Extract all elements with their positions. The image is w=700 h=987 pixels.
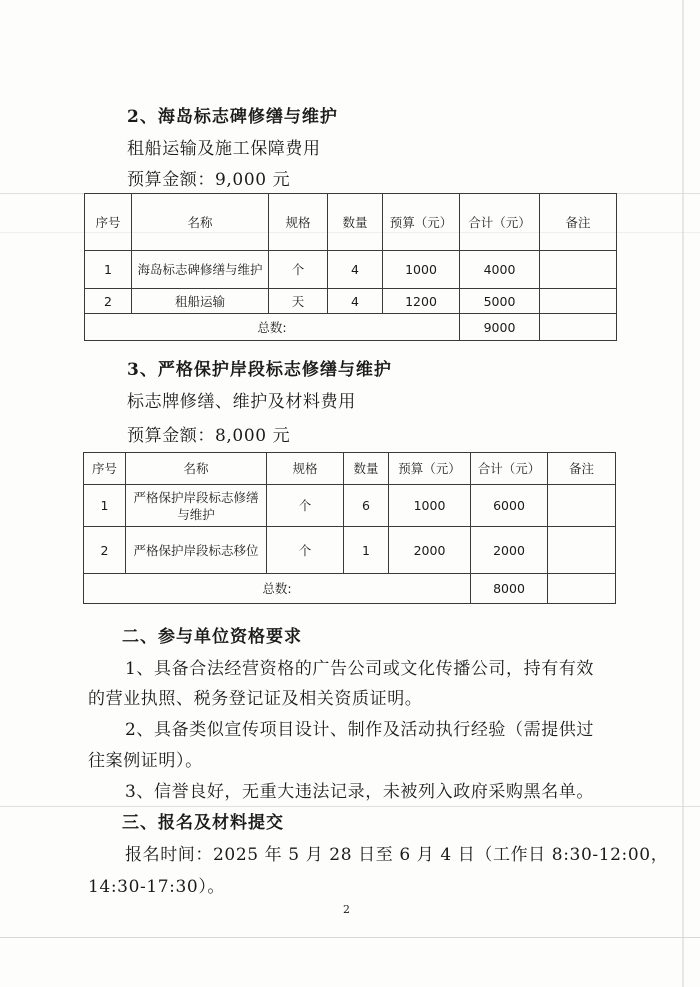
- table-cell: 6: [344, 485, 389, 527]
- column-header: 合计（元）: [471, 453, 548, 485]
- part-heading-registration: 三、报名及材料提交: [122, 813, 284, 833]
- table-cell: [540, 314, 617, 341]
- table-total-row: [84, 574, 616, 604]
- table-header-row: [84, 453, 616, 485]
- part-heading-qualifications: 二、参与单位资格要求: [122, 627, 302, 647]
- column-header: 备注: [548, 453, 616, 485]
- section-heading-3: 3、严格保护岸段标志修缮与维护: [127, 360, 392, 380]
- table-cell: 1000: [383, 251, 460, 289]
- column-header: 备注: [540, 194, 617, 251]
- table-cell: 天: [269, 289, 328, 314]
- table-cell: [548, 527, 616, 574]
- qualification-item-1: 1、具备合法经营资格的广告公司或文化传播公司，持有有效: [125, 659, 595, 679]
- registration-time-cont: 14:30-17:30）。: [88, 877, 226, 897]
- column-header: 合计（元）: [460, 194, 540, 251]
- total-value: 9000: [460, 314, 540, 341]
- table-cell: 4: [328, 251, 383, 289]
- table-cell: 海岛标志碑修缮与维护: [132, 251, 269, 289]
- column-header: 数量: [344, 453, 389, 485]
- table-cell: 2: [84, 527, 126, 574]
- table-cell: 2000: [471, 527, 548, 574]
- table-cell: 1000: [389, 485, 471, 527]
- table-cell: 严格保护岸段标志移位: [126, 527, 267, 574]
- column-header: 预算（元）: [389, 453, 471, 485]
- table-row: [85, 251, 617, 289]
- table-cell: 6000: [471, 485, 548, 527]
- registration-time: 报名时间：2025 年 5 月 28 日至 6 月 4 日（工作日 8:30-12:00，: [125, 845, 669, 865]
- section-description-2: 租船运输及施工保障费用: [127, 139, 321, 159]
- table-cell: 个: [267, 485, 344, 527]
- table-cell: [548, 485, 616, 527]
- total-label: 总数:: [84, 574, 471, 604]
- table-cell: 严格保护岸段标志修缮与维护: [126, 485, 267, 527]
- table-cell: 5000: [460, 289, 540, 314]
- column-header: 名称: [126, 453, 267, 485]
- table-cell: [540, 251, 617, 289]
- table-row: [84, 527, 616, 574]
- section-budget-3: 预算金额：8,000 元: [127, 426, 291, 446]
- table-cell: 1200: [383, 289, 460, 314]
- budget-table-2: [83, 452, 616, 604]
- table-total-row: [85, 314, 617, 341]
- table-cell: [548, 574, 616, 604]
- qualification-item-1-cont: 的营业执照、税务登记证及相关资质证明。: [88, 689, 423, 709]
- table-header-row: [85, 194, 617, 251]
- scan-artifact-line: [0, 937, 700, 938]
- column-header: 数量: [328, 194, 383, 251]
- scan-artifact-line: [0, 806, 700, 807]
- page-number: 2: [343, 903, 350, 916]
- section-heading-2: 2、海岛标志碑修缮与维护: [127, 107, 338, 127]
- qualification-item-2-cont: 往案例证明）。: [88, 751, 203, 771]
- table-cell: 1: [85, 251, 132, 289]
- table-row: [85, 289, 617, 314]
- table-cell: 2000: [389, 527, 471, 574]
- table-cell: 个: [267, 527, 344, 574]
- section-description-3: 标志牌修缮、维护及材料费用: [127, 392, 356, 412]
- table-cell: 4: [328, 289, 383, 314]
- total-label: 总数:: [85, 314, 460, 341]
- column-header: 序号: [85, 194, 132, 251]
- budget-table-1: [84, 193, 617, 341]
- table-cell: 2: [85, 289, 132, 314]
- column-header: 规格: [269, 194, 328, 251]
- column-header: 预算（元）: [383, 194, 460, 251]
- table-cell: 1: [84, 485, 126, 527]
- table-cell: 租船运输: [132, 289, 269, 314]
- scan-page-edge: [682, 0, 684, 987]
- table-row: [84, 485, 616, 527]
- column-header: 规格: [267, 453, 344, 485]
- total-value: 8000: [471, 574, 548, 604]
- table-cell: 个: [269, 251, 328, 289]
- section-budget-2: 预算金额：9,000 元: [127, 170, 291, 190]
- table-cell: [540, 289, 617, 314]
- qualification-item-2: 2、具备类似宣传项目设计、制作及活动执行经验（需提供过: [125, 720, 595, 740]
- table-cell: 1: [344, 527, 389, 574]
- column-header: 名称: [132, 194, 269, 251]
- qualification-item-3: 3、信誉良好，无重大违法记录，未被列入政府采购黑名单。: [125, 782, 595, 802]
- table-cell: 4000: [460, 251, 540, 289]
- column-header: 序号: [84, 453, 126, 485]
